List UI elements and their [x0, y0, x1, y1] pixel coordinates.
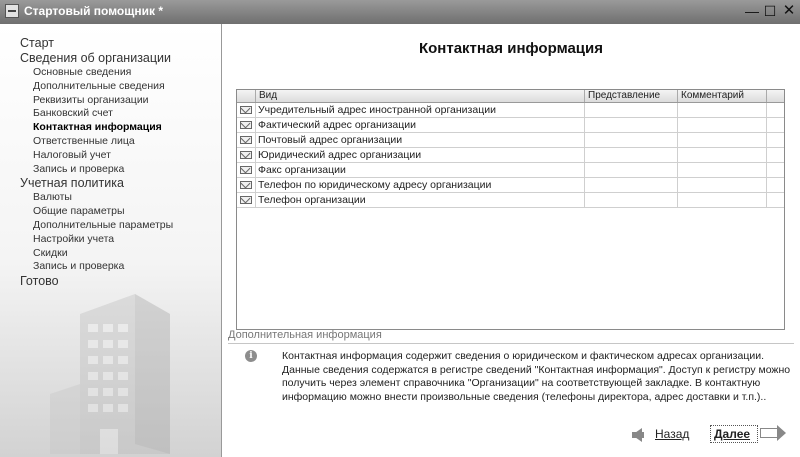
cell-kommentariy[interactable]: [678, 118, 767, 132]
sidebar-item[interactable]: Готово: [20, 274, 59, 289]
cell-predstavlenie[interactable]: [585, 178, 678, 192]
row-icon-cell: [237, 118, 256, 132]
cell-vid[interactable]: Телефон организации: [256, 193, 585, 207]
cell-vid[interactable]: Телефон по юридическому адресу организации: [256, 178, 585, 192]
cell-kommentariy[interactable]: [678, 148, 767, 162]
sidebar-item[interactable]: Запись и проверка: [33, 162, 125, 175]
cell-predstavlenie[interactable]: [585, 193, 678, 207]
cell-kommentariy[interactable]: [678, 163, 767, 177]
minimize-button[interactable]: —: [745, 3, 759, 19]
cell-vid[interactable]: Юридический адрес организации: [256, 148, 585, 162]
sidebar-item[interactable]: Скидки: [33, 246, 68, 259]
sidebar-item[interactable]: Дополнительные параметры: [33, 218, 174, 231]
info-text-line: Данные сведения содержатся в регистре сведений "Контактная информация". Доступ к регистру можно: [282, 363, 791, 376]
info-text-line: получить через элемент справочника "Организации" на соответствующей закладке. В контактную: [282, 377, 761, 389]
sidebar-item[interactable]: Старт: [20, 36, 54, 50]
back-button[interactable]: [632, 426, 707, 444]
sidebar-item[interactable]: Налоговый учет: [33, 148, 111, 161]
cell-kommentariy[interactable]: [678, 133, 767, 147]
sidebar-item[interactable]: Дополнительные сведения: [33, 79, 165, 92]
table-header: [237, 90, 784, 103]
cell-kommentariy[interactable]: [678, 193, 767, 207]
cell-predstavlenie[interactable]: [585, 103, 678, 117]
sidebar-item[interactable]: Основные сведения: [33, 66, 132, 78]
row-icon-cell: [237, 148, 256, 162]
table-row[interactable]: [237, 178, 784, 193]
envelope-icon: [240, 121, 252, 129]
info-text-line: Контактная информация содержит сведения о юридическом и фактическом адресах организации.: [282, 350, 764, 362]
close-button[interactable]: ✕: [782, 2, 796, 19]
info-text-line: информацию можно внести произвольные сведения (телефоны директора, адрес доставки и т.п.)..: [282, 390, 767, 403]
cell-vid[interactable]: Факс организации: [256, 163, 585, 177]
envelope-icon: [240, 136, 252, 144]
table-row[interactable]: [237, 118, 784, 133]
wizard-steps-sidebar: [0, 24, 222, 457]
window-title: Стартовый помощник *: [24, 4, 164, 18]
table-row[interactable]: [237, 193, 784, 208]
maximize-button[interactable]: ☐: [763, 3, 777, 19]
arrow-right-icon: [760, 428, 778, 438]
table-row[interactable]: [237, 163, 784, 178]
sidebar-item[interactable]: Валюты: [33, 191, 72, 204]
cell-predstavlenie[interactable]: [585, 163, 678, 177]
building-illustration-icon: [40, 274, 190, 454]
row-icon-cell: [237, 103, 256, 117]
envelope-icon: [240, 106, 252, 114]
column-header-kommentariy[interactable]: Комментарий: [678, 90, 767, 102]
table-row[interactable]: [237, 103, 784, 118]
cell-vid[interactable]: Почтовый адрес организации: [256, 133, 585, 147]
row-icon-cell: [237, 193, 256, 207]
envelope-icon: [240, 181, 252, 189]
cell-kommentariy[interactable]: [678, 103, 767, 117]
cell-vid[interactable]: Учредительный адрес иностранной организации: [256, 103, 585, 117]
envelope-icon: [240, 166, 252, 174]
row-icon-cell: [237, 178, 256, 192]
table-row[interactable]: [237, 133, 784, 148]
table-row[interactable]: [237, 148, 784, 163]
contact-info-table[interactable]: [236, 89, 785, 330]
cell-kommentariy[interactable]: [678, 178, 767, 192]
back-button-label[interactable]: Назад: [655, 427, 690, 441]
cell-predstavlenie[interactable]: [585, 133, 678, 147]
column-header-predstavlenie[interactable]: Представление: [585, 90, 678, 102]
next-button-label[interactable]: Далее: [714, 427, 751, 441]
sidebar-item[interactable]: Банковский счет: [33, 107, 113, 120]
sidebar-item[interactable]: Реквизиты организации: [33, 93, 149, 106]
header-icon-column: [237, 90, 256, 102]
next-button[interactable]: [710, 426, 792, 444]
page-title: Контактная информация: [418, 40, 603, 57]
envelope-icon: [240, 151, 252, 159]
sidebar-item[interactable]: Общие параметры: [33, 205, 125, 218]
info-divider: [228, 343, 794, 344]
info-text: [282, 350, 792, 404]
steps-nav: [0, 36, 222, 289]
column-header-vid[interactable]: Вид: [256, 90, 585, 102]
info-icon: i: [245, 350, 257, 362]
row-icon-cell: [237, 163, 256, 177]
sidebar-item[interactable]: Запись и проверка: [33, 260, 125, 273]
main-panel: [222, 24, 800, 457]
info-section-header: Дополнительная информация: [228, 329, 382, 341]
title-bar: [0, 0, 800, 24]
sidebar-item[interactable]: Настройки учета: [33, 232, 115, 245]
cell-predstavlenie[interactable]: [585, 118, 678, 132]
sidebar-item[interactable]: Сведения об организации: [20, 51, 171, 65]
arrow-left-icon: [632, 428, 642, 442]
cell-vid[interactable]: Фактический адрес организации: [256, 118, 585, 132]
sidebar-item[interactable]: Ответственные лица: [33, 134, 135, 147]
row-icon-cell: [237, 133, 256, 147]
sidebar-item[interactable]: Контактная информация: [33, 121, 162, 134]
app-icon: [5, 4, 19, 18]
cell-predstavlenie[interactable]: [585, 148, 678, 162]
sidebar-item[interactable]: Учетная политика: [20, 176, 124, 191]
envelope-icon: [240, 196, 252, 204]
